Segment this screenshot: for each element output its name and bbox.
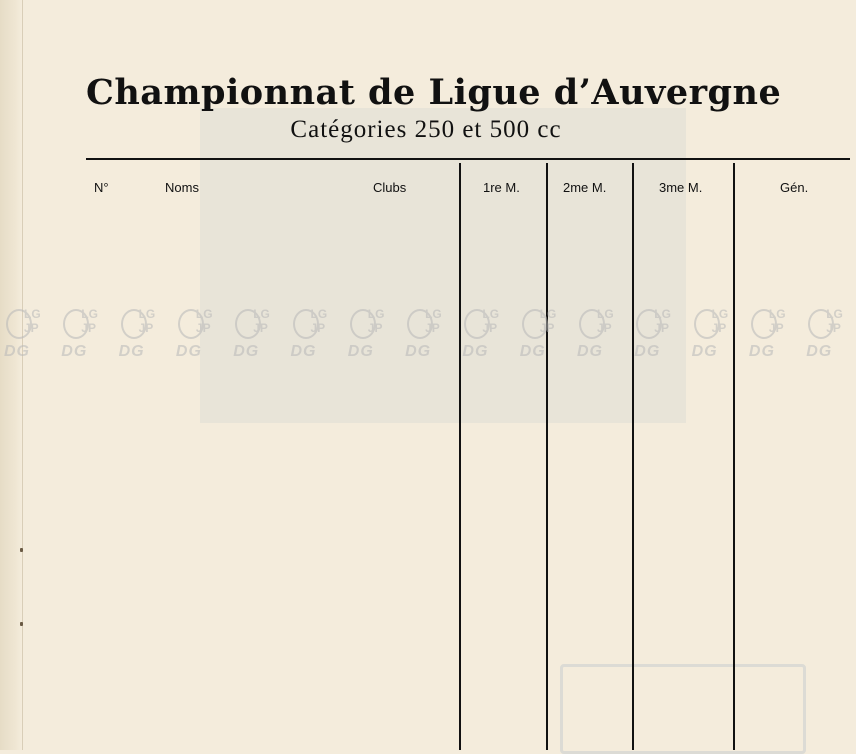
watermark-text: JP	[138, 321, 154, 335]
watermark-logo	[115, 305, 171, 363]
watermark-text: LG	[81, 307, 98, 321]
watermark-text: LG	[310, 307, 328, 321]
watermark-text: LG	[482, 307, 500, 321]
watermark-text: LG	[826, 307, 843, 321]
watermark-text: DG	[233, 343, 260, 360]
watermark-logo	[745, 305, 801, 363]
watermark-logo	[516, 305, 572, 363]
column-divider	[546, 163, 548, 750]
watermark-text: JP	[539, 321, 555, 335]
watermark-text: LG	[597, 307, 614, 321]
header-rule	[86, 158, 850, 160]
watermark-text: LG	[253, 307, 270, 321]
binding-mark	[20, 622, 23, 626]
watermark-logo	[287, 305, 343, 363]
page-spine	[0, 0, 23, 750]
watermark-text: LG	[24, 307, 41, 321]
watermark-text: JP	[654, 321, 669, 335]
watermark-logo	[630, 305, 686, 363]
watermark-logo	[688, 305, 744, 363]
watermark-strip	[0, 305, 856, 365]
col-header-round-2: 2me M.	[563, 180, 607, 195]
watermark-logo	[229, 305, 285, 363]
watermark-text: JP	[425, 321, 440, 335]
col-header-round-1: 1re M.	[483, 180, 520, 195]
watermark-text: JP	[310, 321, 326, 335]
column-divider	[632, 163, 634, 750]
binding-mark	[20, 548, 23, 552]
col-header-number: N°	[94, 180, 109, 195]
watermark-text: DG	[290, 343, 317, 360]
watermark-text: LG	[711, 307, 729, 321]
watermark-text: JP	[597, 321, 612, 335]
col-header-general: Gén.	[780, 180, 809, 195]
col-header-clubs: Clubs	[373, 180, 407, 195]
watermark-text: DG	[61, 343, 88, 360]
watermark-text: DG	[634, 343, 661, 360]
watermark-logo	[172, 305, 228, 363]
watermark-text: DG	[577, 343, 603, 360]
watermark-text: LG	[195, 307, 213, 321]
watermark-text: JP	[367, 321, 383, 335]
watermark-logo	[802, 305, 856, 363]
page-title: Championnat de Ligue d’Auvergne	[86, 72, 782, 113]
watermark-text: DG	[175, 343, 202, 360]
bleed-through-sign	[560, 664, 806, 754]
watermark-text: DG	[347, 343, 374, 360]
watermark-text: JP	[482, 321, 498, 335]
column-divider	[459, 163, 461, 750]
watermark-text: LG	[367, 307, 385, 321]
watermark-logo	[57, 305, 113, 363]
watermark-text: LG	[138, 307, 156, 321]
watermark-text: LG	[425, 307, 442, 321]
watermark-logo	[344, 305, 400, 363]
page-subtitle: Catégories 250 et 500 cc	[290, 116, 562, 143]
column-divider	[733, 163, 735, 750]
bleed-through-advert	[200, 108, 686, 423]
watermark-text: DG	[118, 343, 145, 360]
watermark-text: DG	[405, 343, 432, 360]
watermark-logo	[458, 305, 514, 363]
watermark-text: DG	[462, 343, 489, 360]
col-header-round-3: 3me M.	[659, 180, 703, 195]
watermark-text: JP	[711, 321, 727, 335]
watermark-text: DG	[806, 343, 833, 360]
col-header-names: Noms	[165, 180, 199, 195]
watermark-text: DG	[691, 343, 718, 360]
watermark-text: JP	[768, 321, 784, 335]
watermark-text: JP	[24, 321, 39, 335]
watermark-text: DG	[519, 343, 546, 360]
watermark-logo	[573, 305, 629, 363]
watermark-text: LG	[654, 307, 671, 321]
watermark-text: DG	[748, 343, 775, 360]
watermark-text: LG	[768, 307, 786, 321]
watermark-text: DG	[4, 343, 30, 360]
watermark-text: JP	[253, 321, 268, 335]
watermark-text: LG	[539, 307, 557, 321]
watermark-text: JP	[826, 321, 841, 335]
watermark-text: JP	[81, 321, 96, 335]
watermark-logo	[0, 305, 56, 363]
watermark-text: JP	[195, 321, 211, 335]
watermark-logo	[401, 305, 457, 363]
